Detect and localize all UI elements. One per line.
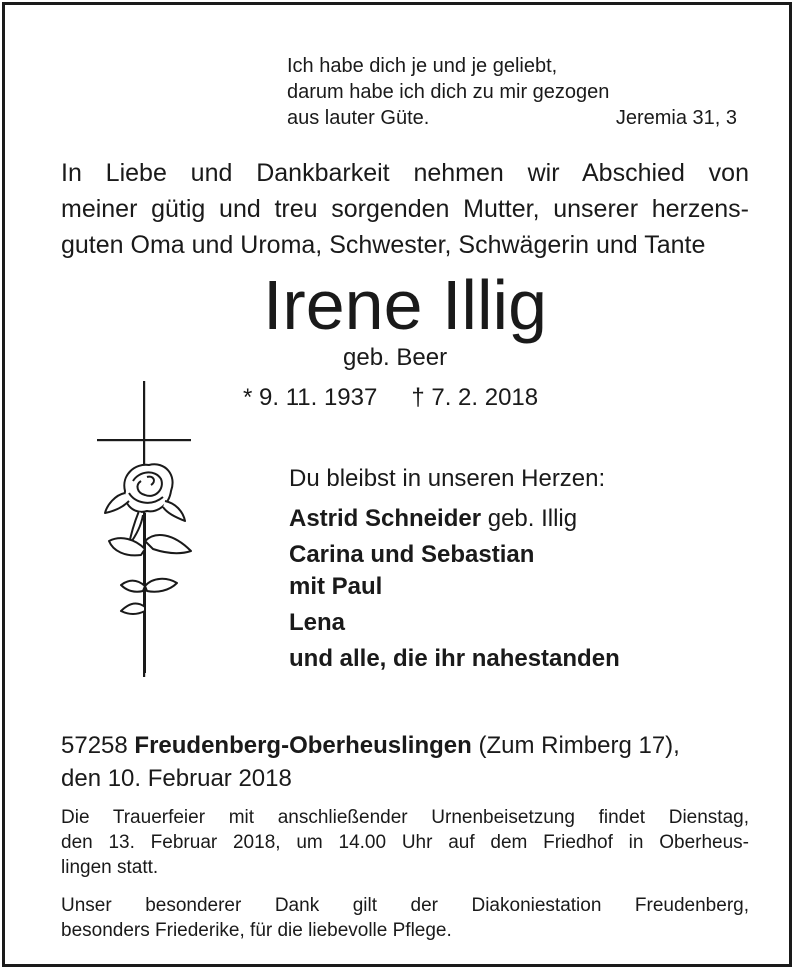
thanks-line-2: besonders Friederike, für die liebevolle Pflege. bbox=[61, 920, 452, 941]
place-line bbox=[61, 729, 680, 762]
birth-date: * 9. 11. 1937 bbox=[243, 384, 378, 411]
verse-line-3: aus lauter Güte. bbox=[287, 107, 430, 129]
funeral-line-2: den 13. Februar 2018, um 14.00 Uhr auf dem Friedhof in Oberheus- bbox=[61, 832, 749, 853]
street-address: (Zum Rimberg 17), bbox=[471, 732, 680, 759]
intro-line-2: meiner gütig und treu sorgenden Mutter, unserer herzens- bbox=[61, 195, 749, 223]
verse-line-3-row bbox=[287, 105, 737, 131]
mourner-lena: Lena bbox=[289, 609, 346, 636]
birth-name: geb. Beer bbox=[343, 344, 448, 371]
mourners-heading: Du bleibst in unseren Herzen: bbox=[289, 465, 606, 492]
rose-icon bbox=[105, 464, 191, 673]
mourner-lena-row bbox=[289, 605, 620, 641]
mourner-paul-row bbox=[289, 569, 620, 605]
thanks-text bbox=[61, 893, 749, 943]
deceased-name: Irene Illig bbox=[262, 266, 548, 344]
mourner-carina-row bbox=[289, 537, 620, 569]
verse-line-1: Ich habe dich je und je geliebt, bbox=[287, 55, 558, 77]
bible-verse bbox=[287, 53, 737, 131]
mourner-astrid-suffix: geb. Illig bbox=[481, 505, 578, 532]
life-dates bbox=[243, 383, 538, 413]
thanks-line-1: Unser besonderer Dank gilt der Diakoniestation Freudenberg, bbox=[61, 895, 749, 916]
verse-reference: Jeremia 31, 3 bbox=[615, 107, 737, 129]
intro-text bbox=[61, 155, 749, 263]
funeral-info bbox=[61, 805, 749, 880]
mourner-astrid bbox=[289, 501, 620, 537]
mourner-others-row bbox=[289, 641, 620, 677]
cross-rose-emblem bbox=[95, 381, 195, 681]
intro-line-3: guten Oma und Uroma, Schwester, Schwägerin und Tante bbox=[61, 231, 706, 259]
mourner-astrid-name: Astrid Schneider bbox=[289, 505, 482, 532]
death-date: † 7. 2. 2018 bbox=[411, 384, 539, 411]
funeral-line-3: lingen statt. bbox=[61, 857, 159, 878]
mourner-carina: Carina und Sebastian bbox=[289, 541, 535, 568]
mourner-others: und alle, die ihr nahestanden bbox=[289, 645, 620, 672]
funeral-line-1: Die Trauerfeier mit anschließender Urnenbeisetzung findet Dienstag, bbox=[61, 807, 749, 828]
verse-line-2: darum habe ich dich zu mir gezogen bbox=[287, 81, 610, 103]
notice-date: den 10. Februar 2018 bbox=[61, 765, 292, 792]
place-date bbox=[61, 729, 680, 795]
mourners-list bbox=[289, 461, 620, 677]
mourner-paul: mit Paul bbox=[289, 573, 383, 600]
town-name: Freudenberg-Oberheuslingen bbox=[134, 732, 472, 759]
intro-line-1: In Liebe und Dankbarkeit nehmen wir Abschied von bbox=[61, 159, 749, 187]
obituary-frame bbox=[2, 2, 792, 967]
zip-code: 57258 bbox=[61, 732, 135, 759]
